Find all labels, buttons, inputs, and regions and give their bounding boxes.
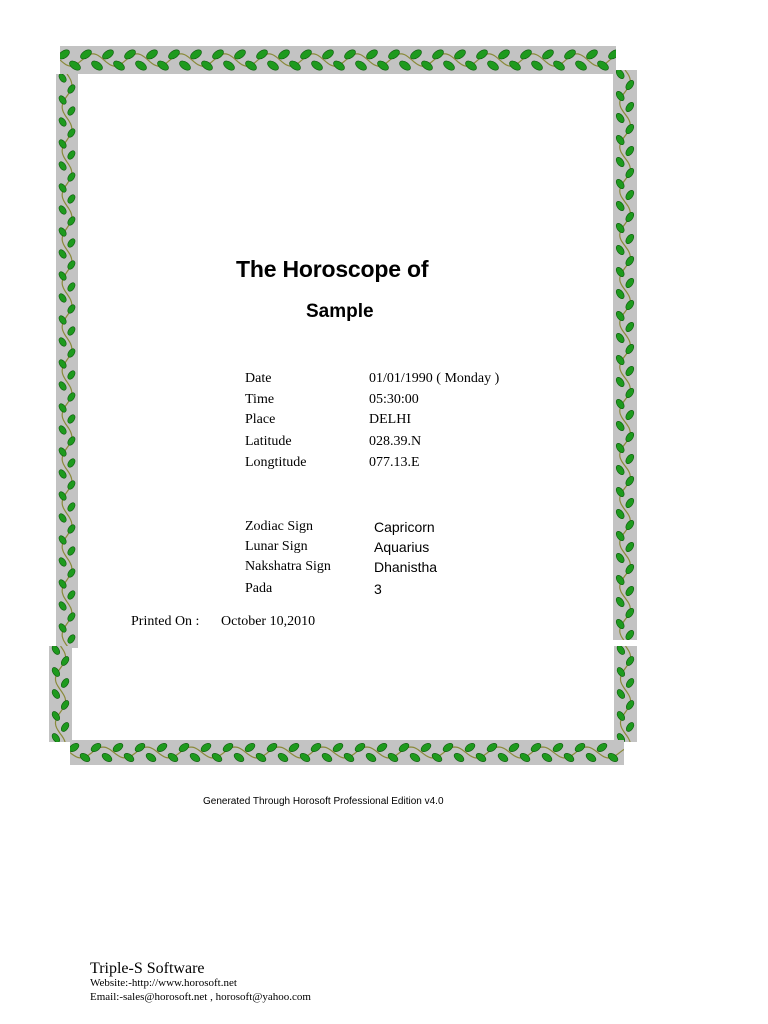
leaf-icon: [624, 563, 635, 575]
leaf-icon: [123, 48, 137, 61]
leaf-icon: [624, 629, 635, 640]
leaf-icon: [616, 710, 627, 722]
sign-label-lunar: Lunar Sign: [245, 539, 308, 554]
leaf-icon: [519, 48, 533, 61]
sign-value-lunar: Aquarius: [374, 539, 430, 555]
leaf-icon: [615, 70, 626, 80]
leaf-icon: [431, 752, 444, 764]
leaf-icon: [57, 292, 67, 303]
leaf-icon: [615, 178, 626, 190]
leaf-icon: [398, 59, 412, 72]
vine-border-left-lower: [49, 646, 72, 742]
leaf-icon: [51, 666, 62, 678]
sign-value-zodiac: Capricorn: [374, 519, 435, 535]
leaf-icon: [453, 752, 466, 764]
detail-label-place: Place: [245, 412, 276, 427]
leaf-icon: [431, 48, 445, 61]
leaf-icon: [624, 365, 635, 377]
leaf-icon: [615, 486, 626, 498]
leaf-icon: [57, 160, 67, 171]
leaf-icon: [624, 145, 635, 157]
leaf-icon: [266, 742, 279, 754]
leaf-icon: [624, 233, 635, 245]
leaf-icon: [475, 48, 489, 61]
leaf-icon: [615, 530, 626, 542]
leaf-icon: [310, 742, 323, 754]
leaf-icon: [255, 752, 268, 764]
leaf-icon: [615, 442, 626, 454]
leaf-icon: [624, 211, 635, 223]
leaf-icon: [343, 48, 357, 61]
leaf-icon: [615, 618, 626, 630]
printed-on-date: October 10,2010: [221, 614, 316, 629]
leaf-icon: [66, 611, 76, 622]
leaf-icon: [387, 752, 400, 764]
leaf-icon: [134, 59, 148, 72]
leaf-icon: [66, 545, 76, 556]
leaf-icon: [624, 189, 635, 201]
leaf-icon: [624, 541, 635, 553]
leaf-icon: [585, 752, 598, 764]
page-title: The Horoscope of: [236, 256, 429, 282]
leaf-icon: [233, 752, 246, 764]
leaf-icon: [365, 752, 378, 764]
leaf-icon: [57, 204, 67, 215]
detail-value-latitude: 028.39.N: [369, 434, 422, 449]
leaf-vine-icon: [60, 46, 616, 74]
sign-label-nakshatra: Nakshatra Sign: [245, 559, 331, 574]
leaf-icon: [563, 752, 576, 764]
leaf-icon: [57, 512, 67, 523]
website-link[interactable]: Website:-http://www.horosoft.net: [90, 977, 237, 989]
leaf-icon: [624, 431, 635, 443]
leaf-icon: [57, 182, 67, 193]
leaf-icon: [57, 116, 67, 127]
leaf-icon: [624, 101, 635, 113]
leaf-icon: [615, 134, 626, 146]
leaf-icon: [211, 48, 225, 61]
leaf-icon: [299, 752, 312, 764]
leaf-icon: [624, 255, 635, 267]
leaf-icon: [66, 149, 76, 160]
leaf-icon: [66, 303, 76, 314]
leaf-icon: [51, 710, 62, 722]
sign-label-pada: Pada: [245, 581, 273, 596]
leaf-icon: [486, 59, 500, 72]
detail-label-time: Time: [245, 392, 275, 407]
leaf-icon: [624, 497, 635, 509]
leaf-icon: [90, 59, 104, 72]
leaf-icon: [624, 607, 635, 619]
leaf-icon: [60, 677, 71, 689]
leaf-icon: [475, 752, 488, 764]
leaf-icon: [625, 699, 636, 711]
leaf-icon: [101, 752, 114, 764]
leaf-icon: [541, 752, 554, 764]
leaf-vine-icon: [613, 70, 637, 640]
leaf-icon: [211, 752, 224, 764]
leaf-icon: [615, 90, 626, 102]
subject-name: Sample: [306, 301, 374, 322]
leaf-icon: [277, 752, 290, 764]
leaf-icon: [66, 479, 76, 490]
leaf-icon: [615, 354, 626, 366]
leaf-icon: [615, 420, 626, 432]
leaf-icon: [66, 435, 76, 446]
company-name: Triple-S Software: [90, 960, 205, 977]
leaf-icon: [189, 752, 202, 764]
sign-label-zodiac: Zodiac Sign: [245, 519, 314, 534]
leaf-icon: [615, 222, 626, 234]
leaf-icon: [615, 376, 626, 388]
leaf-vine-icon: [70, 740, 624, 765]
email-contact[interactable]: Email:-sales@horosoft.net , horosoft@yahoo.com: [90, 991, 311, 1003]
leaf-icon: [497, 752, 510, 764]
leaf-icon: [66, 567, 76, 578]
sign-value-nakshatra: Dhanistha: [374, 559, 438, 575]
leaf-icon: [343, 752, 356, 764]
leaf-vine-icon: [614, 646, 637, 742]
leaf-icon: [66, 83, 76, 94]
leaf-icon: [624, 475, 635, 487]
leaf-icon: [616, 688, 627, 700]
leaf-icon: [66, 589, 76, 600]
leaf-icon: [615, 244, 626, 256]
leaf-icon: [624, 453, 635, 465]
leaf-icon: [624, 409, 635, 421]
leaf-icon: [266, 59, 280, 72]
leaf-icon: [66, 391, 76, 402]
leaf-icon: [310, 59, 324, 72]
leaf-icon: [66, 457, 76, 468]
leaf-icon: [57, 74, 67, 84]
leaf-icon: [167, 752, 180, 764]
leaf-icon: [70, 742, 80, 754]
detail-label-longitude: Longtitude: [245, 455, 307, 470]
leaf-icon: [616, 666, 627, 678]
leaf-icon: [624, 123, 635, 135]
leaf-icon: [574, 59, 588, 72]
leaf-icon: [134, 742, 147, 754]
detail-value-place: DELHI: [369, 412, 411, 427]
leaf-icon: [90, 742, 103, 754]
leaf-icon: [57, 94, 67, 105]
leaf-icon: [60, 699, 71, 711]
leaf-icon: [442, 59, 456, 72]
vine-border-left: [56, 74, 78, 648]
leaf-icon: [624, 79, 635, 91]
leaf-icon: [60, 721, 71, 733]
leaf-icon: [624, 299, 635, 311]
leaf-vine-icon: [56, 74, 78, 648]
leaf-icon: [145, 752, 158, 764]
leaf-icon: [624, 585, 635, 597]
leaf-icon: [79, 48, 93, 61]
leaf-icon: [178, 742, 191, 754]
leaf-icon: [486, 742, 499, 754]
leaf-icon: [530, 742, 543, 754]
leaf-icon: [624, 277, 635, 289]
leaf-icon: [57, 424, 67, 435]
leaf-icon: [222, 59, 236, 72]
vine-border-bottom: [70, 740, 624, 765]
leaf-icon: [167, 48, 181, 61]
leaf-icon: [299, 48, 313, 61]
vine-border-right-lower: [614, 646, 637, 742]
leaf-icon: [79, 752, 92, 764]
printed-on-label: Printed On :: [131, 614, 200, 629]
leaf-icon: [615, 552, 626, 564]
leaf-icon: [409, 752, 422, 764]
leaf-icon: [563, 48, 577, 61]
leaf-icon: [57, 600, 67, 611]
detail-value-longitude: 077.13.E: [369, 455, 420, 470]
leaf-icon: [66, 633, 76, 644]
leaf-icon: [66, 237, 76, 248]
leaf-icon: [66, 105, 76, 116]
leaf-icon: [615, 464, 626, 476]
leaf-icon: [66, 193, 76, 204]
leaf-icon: [615, 288, 626, 300]
leaf-icon: [624, 519, 635, 531]
detail-label-latitude: Latitude: [245, 434, 292, 449]
leaf-icon: [615, 574, 626, 586]
leaf-icon: [57, 380, 67, 391]
leaf-icon: [398, 742, 411, 754]
leaf-icon: [519, 752, 532, 764]
leaf-icon: [615, 508, 626, 520]
leaf-vine-icon: [49, 646, 72, 742]
leaf-icon: [57, 226, 67, 237]
vine-border-top: [60, 46, 616, 74]
leaf-icon: [51, 688, 62, 700]
leaf-icon: [615, 266, 626, 278]
leaf-icon: [624, 343, 635, 355]
sign-value-pada: 3: [374, 581, 382, 597]
leaf-icon: [615, 398, 626, 410]
leaf-icon: [625, 677, 636, 689]
leaf-icon: [66, 347, 76, 358]
leaf-icon: [624, 167, 635, 179]
leaf-icon: [66, 413, 76, 424]
leaf-icon: [624, 321, 635, 333]
leaf-icon: [57, 138, 67, 149]
leaf-icon: [607, 752, 620, 764]
leaf-icon: [123, 752, 136, 764]
leaf-icon: [624, 387, 635, 399]
leaf-icon: [625, 721, 636, 733]
leaf-icon: [615, 310, 626, 322]
leaf-icon: [66, 369, 76, 380]
leaf-icon: [60, 48, 71, 61]
leaf-icon: [57, 468, 67, 479]
leaf-icon: [354, 742, 367, 754]
leaf-icon: [66, 215, 76, 226]
leaf-icon: [615, 596, 626, 608]
generated-note: Generated Through Horosoft Professional Edition v4.0: [203, 796, 444, 807]
leaf-icon: [530, 59, 544, 72]
leaf-icon: [625, 655, 636, 667]
leaf-icon: [66, 523, 76, 534]
leaf-icon: [178, 59, 192, 72]
leaf-icon: [615, 332, 626, 344]
leaf-icon: [66, 127, 76, 138]
leaf-icon: [57, 248, 67, 259]
leaf-icon: [60, 655, 71, 667]
leaf-icon: [607, 48, 616, 61]
leaf-icon: [66, 171, 76, 182]
detail-value-date: 01/01/1990 ( Monday ): [369, 371, 500, 386]
leaf-icon: [66, 259, 76, 270]
leaf-icon: [66, 281, 76, 292]
leaf-icon: [51, 646, 62, 656]
leaf-icon: [387, 48, 401, 61]
detail-label-date: Date: [245, 371, 272, 386]
leaf-icon: [442, 742, 455, 754]
leaf-icon: [66, 325, 76, 336]
leaf-icon: [321, 752, 334, 764]
leaf-icon: [57, 556, 67, 567]
vine-border-right: [613, 70, 637, 640]
leaf-icon: [57, 336, 67, 347]
leaf-icon: [354, 59, 368, 72]
detail-value-time: 05:30:00: [369, 392, 419, 407]
leaf-icon: [574, 742, 587, 754]
leaf-icon: [66, 501, 76, 512]
leaf-icon: [616, 646, 627, 656]
leaf-icon: [222, 742, 235, 754]
leaf-icon: [255, 48, 269, 61]
